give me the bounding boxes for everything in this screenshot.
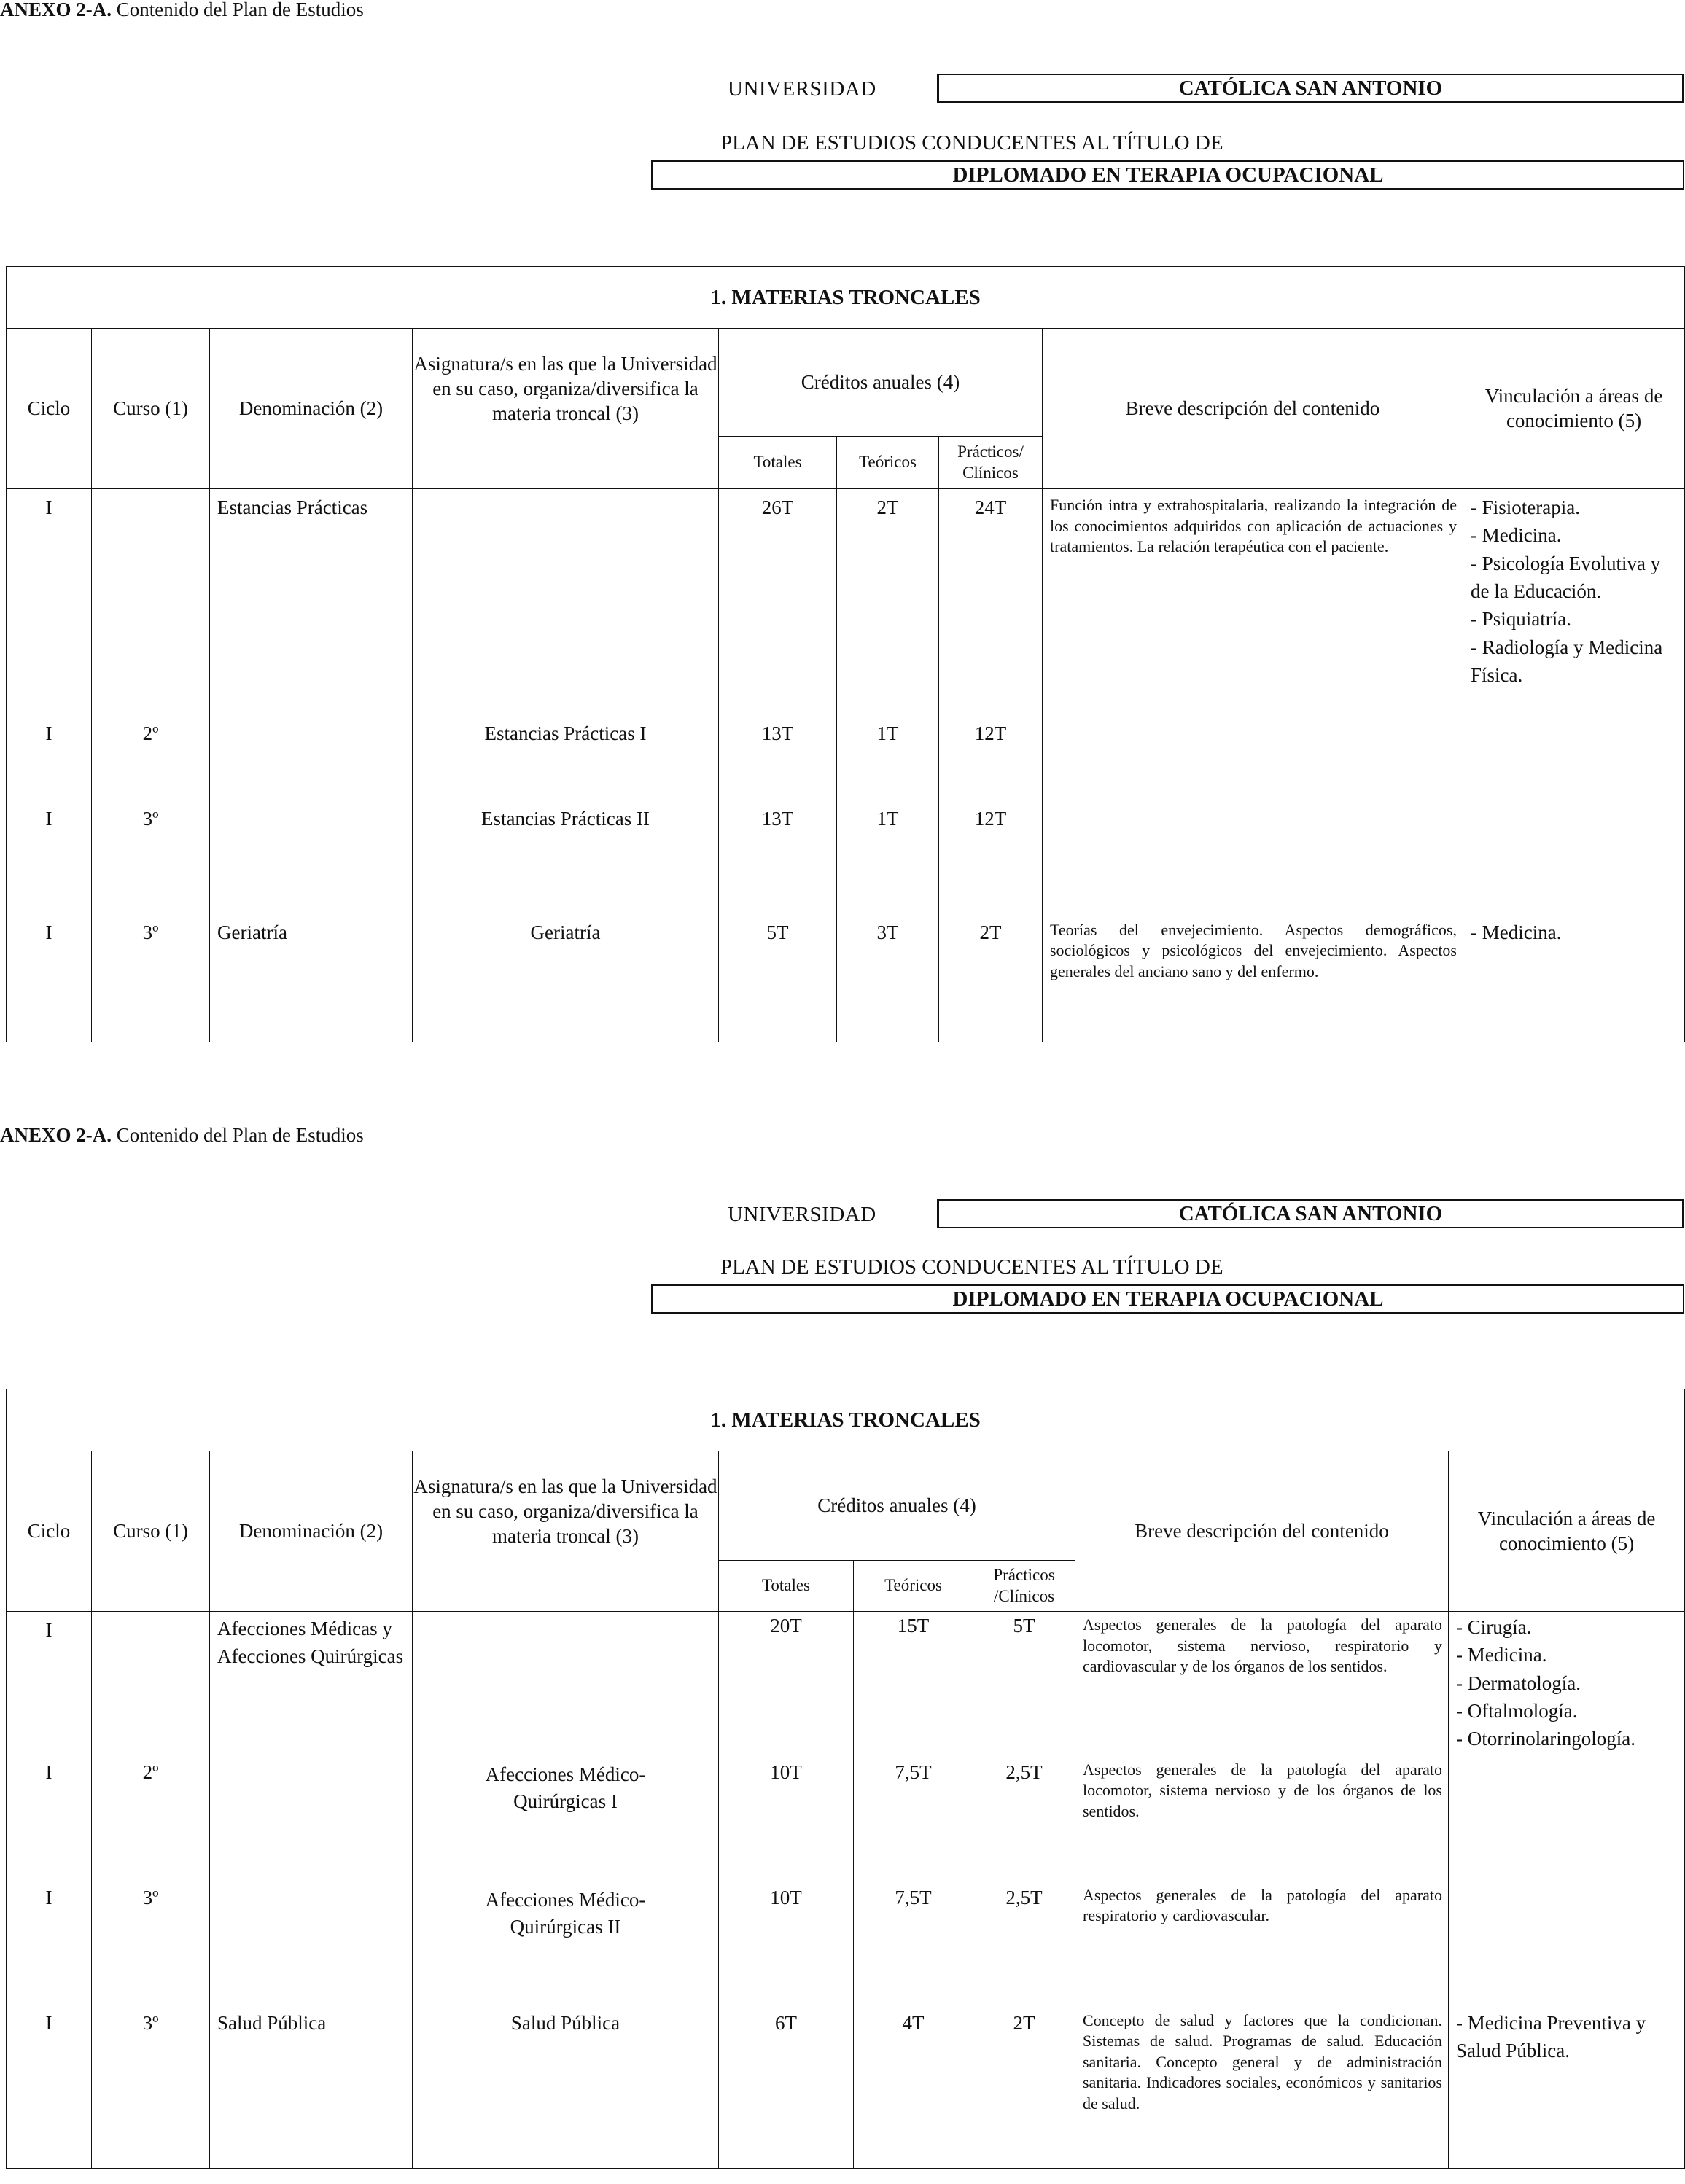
- cell-practicos: 2T: [939, 914, 1043, 1042]
- cell-areas: [1449, 1754, 1685, 1879]
- header-totales: Totales: [719, 1561, 854, 1612]
- cell-teoricos: 7,5T: [854, 1754, 973, 1879]
- cell-curso: [92, 1612, 210, 1754]
- cell-descripcion: Concepto de salud y factores que la condicionan. Sistemas de salud. Programas de salud. Educación sanitaria. Concepto general y de administración sanitaria. Indicadores sociales, económicos y sanitarios de salud.: [1075, 2005, 1449, 2169]
- header-creditos: Créditos anuales (4): [719, 329, 1043, 437]
- cell-ciclo: I: [7, 715, 92, 800]
- table-row: [7, 2005, 1685, 2169]
- table-row: [7, 1879, 1685, 2005]
- cell-curso: 3º: [92, 2005, 210, 2169]
- cell-ciclo: I: [7, 914, 92, 1042]
- area-item: - Dermatología.: [1456, 1672, 1581, 1694]
- cell-descripcion: [1043, 800, 1463, 914]
- degree-title: DIPLOMADO EN TERAPIA OCUPACIONAL: [651, 160, 1684, 190]
- cell-denominacion: Salud Pública: [210, 2005, 413, 2169]
- header-ciclo: Ciclo: [7, 1451, 92, 1612]
- cell-totales: 20T: [719, 1612, 854, 1754]
- cell-ciclo: I: [7, 800, 92, 914]
- cell-denominacion: [210, 800, 413, 914]
- cell-areas: [1463, 800, 1685, 914]
- header-curso: Curso (1): [92, 1451, 210, 1612]
- cell-totales: 6T: [719, 2005, 854, 2169]
- cell-descripcion: Aspectos generales de la patología del aparato locomotor, sistema nervioso y de los órganos de los sentidos.: [1075, 1754, 1449, 1879]
- cell-teoricos: 7,5T: [854, 1879, 973, 2005]
- materias-troncales-table: [6, 266, 1685, 1042]
- cell-areas: [1449, 1612, 1685, 1754]
- cell-ciclo: I: [7, 489, 92, 715]
- header-creditos: Créditos anuales (4): [719, 1451, 1075, 1561]
- table-row: [7, 715, 1685, 800]
- cell-areas: [1449, 1879, 1685, 2005]
- cell-teoricos: 1T: [837, 800, 939, 914]
- cell-teoricos: 2T: [837, 489, 939, 715]
- materias-troncales-table: [6, 1389, 1685, 2169]
- cell-totales: 26T: [719, 489, 837, 715]
- cell-totales: 10T: [719, 1754, 854, 1879]
- area-item: - Oftalmología.: [1456, 1699, 1578, 1722]
- cell-practicos: 2T: [973, 2005, 1075, 2169]
- cell-asignatura: Afecciones Médico-Quirúrgicas I: [413, 1754, 719, 1879]
- cell-asignatura: Estancias Prácticas II: [413, 800, 719, 914]
- cell-practicos: 24T: [939, 489, 1043, 715]
- cell-descripcion: Función intra y extrahospitalaria, realizando la integración de los conocimientos adquiridos con aplicación de actuaciones y tratamientos. La relación terapéutica con el paciente.: [1043, 489, 1463, 715]
- annex-heading: ANEXO 2-A. Contenido del Plan de Estudios: [0, 1124, 364, 1146]
- table-row: [7, 489, 1685, 715]
- cell-teoricos: 1T: [837, 715, 939, 800]
- header-curso: Curso (1): [92, 329, 210, 489]
- cell-asignatura: Afecciones Médico-Quirúrgicas II: [413, 1879, 719, 2005]
- table-title: 1. MATERIAS TRONCALES: [7, 1389, 1685, 1451]
- header-teoricos: Teóricos: [854, 1561, 973, 1612]
- area-item: - Cirugía.: [1456, 1616, 1532, 1638]
- header-vinculacion: Vinculación a áreas de conocimiento (5): [1463, 329, 1685, 489]
- cell-totales: 5T: [719, 914, 837, 1042]
- cell-areas: [1463, 715, 1685, 800]
- cell-asignatura: [413, 489, 719, 715]
- cell-practicos: 5T: [973, 1612, 1075, 1754]
- cell-curso: 2º: [92, 715, 210, 800]
- cell-areas: [1463, 489, 1685, 715]
- cell-curso: 3º: [92, 800, 210, 914]
- cell-practicos: 2,5T: [973, 1754, 1075, 1879]
- area-item: - Fisioterapia.: [1471, 496, 1580, 518]
- cell-denominacion: [210, 1754, 413, 1879]
- cell-teoricos: 4T: [854, 2005, 973, 2169]
- area-item: - Psiquiatría.: [1471, 608, 1571, 631]
- cell-asignatura: Estancias Prácticas I: [413, 715, 719, 800]
- header-descripcion: Breve descripción del contenido: [1043, 329, 1463, 489]
- header-asignatura: Asignatura/s en las que la Universidad en su caso, organiza/diversifica la materia troncal (3): [413, 1451, 719, 1612]
- area-item: - Otorrinolaringología.: [1456, 1728, 1635, 1750]
- cell-denominacion: Afecciones Médicas y Afecciones Quirúrgicas: [210, 1612, 413, 1754]
- cell-areas: [1463, 914, 1685, 1042]
- header-descripcion: Breve descripción del contenido: [1075, 1451, 1449, 1612]
- header-practicos: Prácticos/ Clínicos: [939, 437, 1043, 489]
- table-row: [7, 800, 1685, 914]
- cell-descripcion: [1043, 715, 1463, 800]
- table-title: 1. MATERIAS TRONCALES: [7, 267, 1685, 329]
- cell-curso: 3º: [92, 1879, 210, 2005]
- header-denominacion: Denominación (2): [210, 1451, 413, 1612]
- table-row: [7, 1754, 1685, 1879]
- cell-curso: [92, 489, 210, 715]
- plan-label: PLAN DE ESTUDIOS CONDUCENTES AL TÍTULO DE: [720, 131, 1223, 155]
- universidad-name: CATÓLICA SAN ANTONIO: [937, 1199, 1684, 1228]
- header-totales: Totales: [719, 437, 837, 489]
- cell-asignatura: Geriatría: [413, 914, 719, 1042]
- cell-curso: 3º: [92, 914, 210, 1042]
- cell-areas: [1449, 2005, 1685, 2169]
- degree-title: DIPLOMADO EN TERAPIA OCUPACIONAL: [651, 1284, 1684, 1314]
- header-denominacion: Denominación (2): [210, 329, 413, 489]
- cell-asignatura: [413, 1612, 719, 1754]
- cell-totales: 13T: [719, 715, 837, 800]
- universidad-label: UNIVERSIDAD: [728, 1203, 876, 1226]
- cell-totales: 13T: [719, 800, 837, 914]
- cell-practicos: 2,5T: [973, 1879, 1075, 2005]
- cell-descripcion: Teorías del envejecimiento. Aspectos demográficos, sociológicos y psicológicos del envejecimiento. Aspectos generales del anciano sano y del enfermo.: [1043, 914, 1463, 1042]
- cell-descripcion: Aspectos generales de la patología del aparato locomotor, sistema nervioso, respiratorio y cardiovascular y de los órganos de los sentidos.: [1075, 1612, 1449, 1754]
- header-vinculacion: Vinculación a áreas de conocimiento (5): [1449, 1451, 1685, 1612]
- annex-heading: ANEXO 2-A. Contenido del Plan de Estudios: [0, 0, 364, 20]
- header-teoricos: Teóricos: [837, 437, 939, 489]
- cell-ciclo: I: [7, 1754, 92, 1879]
- cell-asignatura: Salud Pública: [413, 2005, 719, 2169]
- area-item: - Medicina.: [1471, 921, 1562, 943]
- area-item: - Medicina.: [1456, 1644, 1547, 1666]
- area-item: - Radiología y Medicina Física.: [1471, 636, 1663, 686]
- cell-descripcion: Aspectos generales de la patología del aparato respiratorio y cardiovascular.: [1075, 1879, 1449, 2005]
- cell-teoricos: 15T: [854, 1612, 973, 1754]
- cell-denominacion: Estancias Prácticas: [210, 489, 413, 715]
- cell-teoricos: 3T: [837, 914, 939, 1042]
- cell-denominacion: [210, 1879, 413, 2005]
- header-ciclo: Ciclo: [7, 329, 92, 489]
- area-item: - Medicina.: [1471, 524, 1562, 547]
- universidad-name: CATÓLICA SAN ANTONIO: [937, 74, 1684, 103]
- cell-totales: 10T: [719, 1879, 854, 2005]
- universidad-label: UNIVERSIDAD: [728, 77, 876, 101]
- plan-label: PLAN DE ESTUDIOS CONDUCENTES AL TÍTULO DE: [720, 1255, 1223, 1279]
- header-practicos: Prácticos /Clínicos: [973, 1561, 1075, 1612]
- cell-ciclo: I: [7, 1612, 92, 1754]
- header-asignatura: Asignatura/s en las que la Universidad en su caso, organiza/diversifica la materia troncal (3): [413, 329, 719, 489]
- cell-practicos: 12T: [939, 715, 1043, 800]
- cell-practicos: 12T: [939, 800, 1043, 914]
- table-row: [7, 914, 1685, 1042]
- area-item: - Psicología Evolutiva y de la Educación.: [1471, 552, 1661, 602]
- cell-curso: 2º: [92, 1754, 210, 1879]
- cell-ciclo: I: [7, 1879, 92, 2005]
- table-row: [7, 1612, 1685, 1754]
- area-item: - Medicina Preventiva y Salud Pública.: [1456, 2011, 1646, 2062]
- cell-denominacion: [210, 715, 413, 800]
- cell-denominacion: Geriatría: [210, 914, 413, 1042]
- cell-ciclo: I: [7, 2005, 92, 2169]
